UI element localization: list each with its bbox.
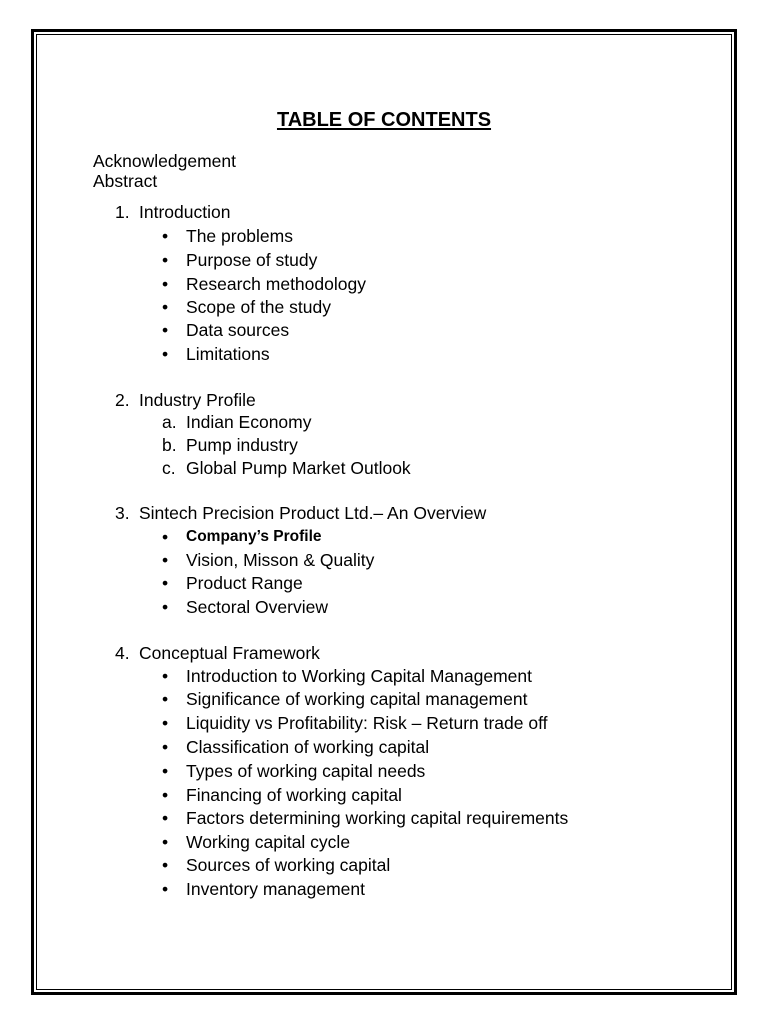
list-letter: a. <box>162 412 177 432</box>
bullet-marker: • <box>162 808 169 828</box>
list-letter: c. <box>162 458 176 478</box>
section-number: 3. <box>115 503 130 523</box>
bullet-marker: • <box>162 226 169 246</box>
section-number: 4. <box>115 643 130 663</box>
bullet-marker: • <box>162 832 169 852</box>
list-letter: b. <box>162 435 177 455</box>
bullet-marker: • <box>162 573 169 593</box>
bullet-marker: • <box>162 297 169 317</box>
toc-item: Classification of working capital <box>186 737 430 757</box>
section-title-introduction: Introduction <box>139 202 231 222</box>
toc-item: Financing of working capital <box>186 785 402 805</box>
bullet-marker: • <box>162 785 169 805</box>
bullet-marker: • <box>162 761 169 781</box>
toc-item: Sectoral Overview <box>186 597 328 617</box>
page-title-text: TABLE OF CONTENTS <box>276 109 492 131</box>
bullet-marker: • <box>162 713 169 733</box>
toc-item: The problems <box>186 226 293 246</box>
section-title-conceptual-framework: Conceptual Framework <box>139 643 320 663</box>
toc-item: Purpose of study <box>186 250 318 270</box>
page-title <box>0 108 768 132</box>
toc-item: Factors determining working capital requirements <box>186 808 569 828</box>
toc-item: Inventory management <box>186 879 365 899</box>
toc-item: Global Pump Market Outlook <box>186 458 411 478</box>
toc-item: Introduction to Working Capital Management <box>186 666 532 686</box>
toc-item: Indian Economy <box>186 412 312 432</box>
bullet-marker: • <box>162 737 169 757</box>
bullet-marker: • <box>162 855 169 875</box>
section-title-industry-profile: Industry Profile <box>139 390 256 410</box>
bullet-marker: • <box>162 879 169 899</box>
bullet-marker: • <box>162 597 169 617</box>
toc-item: Product Range <box>186 573 303 593</box>
bullet-marker: • <box>162 666 169 686</box>
bullet-marker: • <box>162 250 169 270</box>
toc-item: Significance of working capital management <box>186 689 528 709</box>
bullet-marker: • <box>162 527 169 547</box>
bullet-marker: • <box>162 550 169 570</box>
toc-item: Company’s Profile <box>186 528 322 545</box>
section-number: 2. <box>115 390 130 410</box>
bullet-marker: • <box>162 344 169 364</box>
bullet-marker: • <box>162 274 169 294</box>
toc-acknowledgement: Acknowledgement <box>93 151 236 171</box>
toc-item: Scope of the study <box>186 297 331 317</box>
toc-abstract: Abstract <box>93 171 158 191</box>
toc-item: Types of working capital needs <box>186 761 426 781</box>
toc-item: Vision, Misson & Quality <box>186 550 375 570</box>
toc-item: Sources of working capital <box>186 855 391 875</box>
bullet-marker: • <box>162 689 169 709</box>
toc-item: Liquidity vs Profitability: Risk – Return trade off <box>186 713 548 733</box>
section-number: 1. <box>115 202 130 222</box>
bullet-marker: • <box>162 320 169 340</box>
toc-item: Research methodology <box>186 274 366 294</box>
toc-item: Pump industry <box>186 435 298 455</box>
toc-item: Working capital cycle <box>186 832 351 852</box>
toc-item: Data sources <box>186 320 290 340</box>
section-title-company-overview: Sintech Precision Product Ltd.– An Overview <box>139 503 487 523</box>
toc-item: Limitations <box>186 344 270 364</box>
